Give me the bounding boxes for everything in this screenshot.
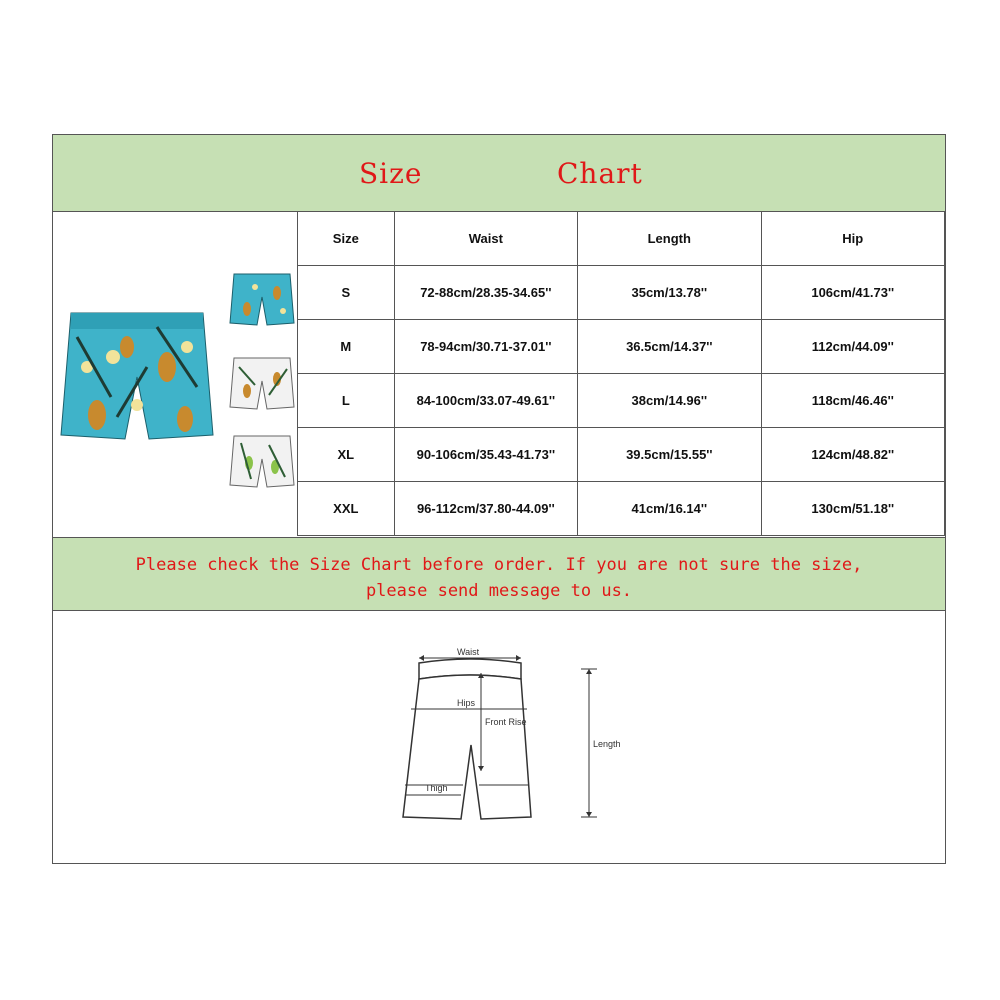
product-photos — [53, 211, 297, 537]
table-row — [298, 320, 945, 374]
order-note-line-2: please send message to us. — [365, 581, 633, 601]
title-band — [53, 135, 945, 212]
table-row — [298, 374, 945, 428]
title-word-chart: Chart — [557, 157, 643, 190]
cell-length: 39.5cm/15.55'' — [578, 428, 761, 482]
diagram-label-hips: Hips — [457, 698, 476, 708]
cell-hip: 106cm/41.73'' — [761, 266, 944, 320]
header-hip: Hip — [761, 212, 944, 266]
table-row — [298, 482, 945, 536]
order-note — [53, 537, 945, 611]
cell-length: 35cm/13.78'' — [578, 266, 761, 320]
cell-waist: 90-106cm/35.43-41.73'' — [394, 428, 577, 482]
table-header-row — [298, 212, 945, 266]
table-row — [298, 266, 945, 320]
cell-hip: 124cm/48.82'' — [761, 428, 944, 482]
cell-waist: 72-88cm/28.35-34.65'' — [394, 266, 577, 320]
cell-size: XXL — [298, 482, 395, 536]
diagram-label-waist: Waist — [457, 647, 480, 657]
table-row — [298, 428, 945, 482]
title-word-size: Size — [359, 157, 423, 190]
header-waist: Waist — [394, 212, 577, 266]
cell-size: L — [298, 374, 395, 428]
cell-size: XL — [298, 428, 395, 482]
order-note-line-1: Please check the Size Chart before order. If you are not sure the size, — [135, 555, 863, 575]
cell-size: M — [298, 320, 395, 374]
shorts-photo-white-small-1-icon — [229, 355, 295, 411]
diagram-label-length: Length — [593, 739, 621, 749]
shorts-photo-white-small-2-icon — [229, 433, 295, 489]
cell-hip: 118cm/46.46'' — [761, 374, 944, 428]
header-size: Size — [298, 212, 395, 266]
shorts-photo-blue-large-icon — [57, 307, 217, 447]
size-table — [297, 211, 945, 536]
size-chart-sheet — [52, 134, 946, 864]
cell-waist: 78-94cm/30.71-37.01'' — [394, 320, 577, 374]
shorts-photo-blue-small-icon — [229, 271, 295, 327]
cell-hip: 130cm/51.18'' — [761, 482, 944, 536]
header-length: Length — [578, 212, 761, 266]
cell-length: 41cm/16.14'' — [578, 482, 761, 536]
cell-waist: 84-100cm/33.07-49.61'' — [394, 374, 577, 428]
diagram-label-front-rise: Front Rise — [485, 717, 527, 727]
cell-hip: 112cm/44.09'' — [761, 320, 944, 374]
diagram-label-thigh: Thigh — [425, 783, 448, 793]
cell-length: 36.5cm/14.37'' — [578, 320, 761, 374]
cell-length: 38cm/14.96'' — [578, 374, 761, 428]
cell-waist: 96-112cm/37.80-44.09'' — [394, 482, 577, 536]
shorts-measurement-diagram-icon — [393, 635, 653, 835]
cell-size: S — [298, 266, 395, 320]
